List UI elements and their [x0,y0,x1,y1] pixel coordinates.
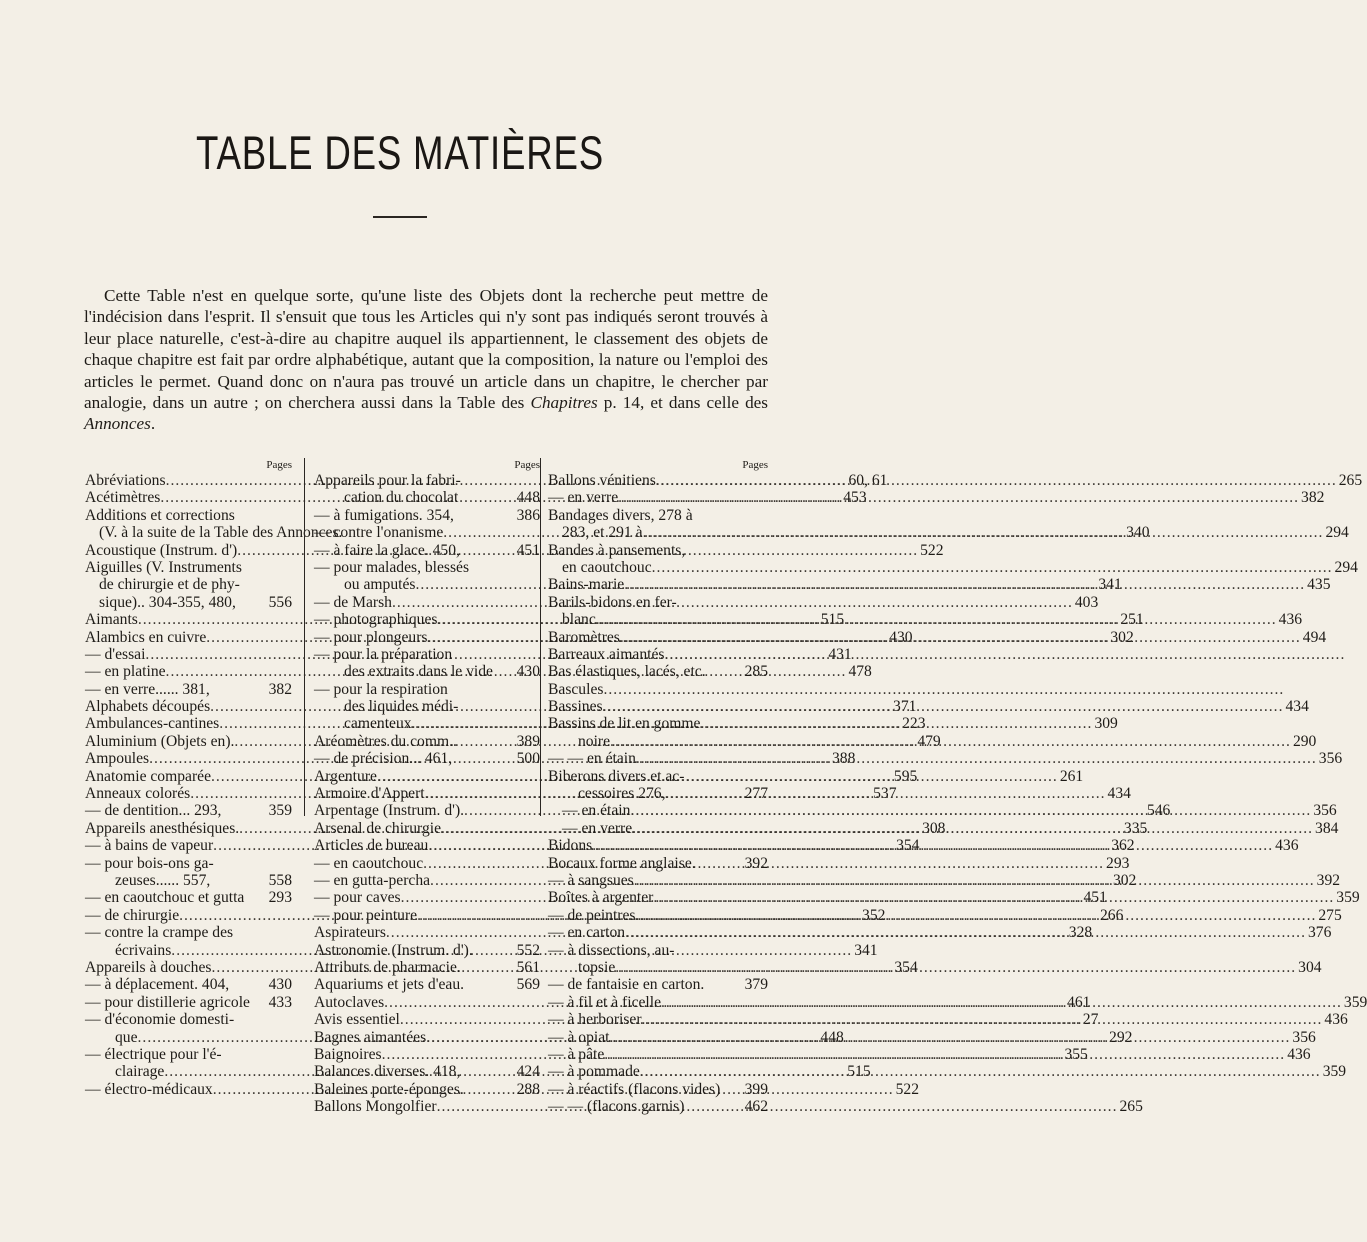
entry-page: 478 [848,663,872,681]
intro-text-2: p. 14, et dans celle des [597,393,768,413]
entry-label: Autoclaves [314,993,385,1011]
entry-page: 448 [820,1028,844,1046]
leader-dots [635,907,1316,924]
entry-page: 335 [1123,819,1148,837]
entry-label: topsie [578,958,616,976]
entry-page: 403 [1074,593,1099,611]
entry-page: 293 [268,889,292,907]
entry-page: 309 [1094,715,1118,733]
entry-label: Ampoules [85,750,150,768]
entry-label: — en verre [548,489,619,507]
entry-label: — en verre...... 381, [85,680,210,698]
entry-label: Barils-bidons en fer- [548,593,677,611]
entry-page: 515 [847,1063,871,1081]
index-entry [85,507,292,524]
entry-page: 430 [516,663,540,681]
entry-page: 451 [1083,889,1107,907]
entry-label: Bandages divers, 278 à [548,506,693,524]
entry-page: 354 [894,958,918,976]
entry-page: 60, 61 [848,472,888,489]
entry-label: camenteux [344,715,412,733]
entry-page: 382 [1301,489,1325,507]
entry-label: — de peintres [548,906,636,924]
index-entry [314,646,540,663]
entry-label: — de précision... 461, [314,750,453,768]
entry-page: 399 [744,1080,768,1098]
entry-page: 265 [1338,472,1363,489]
entry-label: Aimants [85,611,138,629]
leader-dots [652,559,1333,576]
entry-page: 359 [1322,1063,1347,1081]
leader-dots [603,698,1284,715]
entry-label: — d'essai [85,645,146,663]
index-entry [314,542,540,559]
entry-page: 461 [1067,993,1091,1011]
index-entry [548,646,768,663]
index-entry [548,594,768,611]
leader-dots [632,820,1313,837]
pages-header: Pages [514,459,540,471]
entry-page: 522 [920,541,944,559]
entry-label: sique).. 304-355, 480, [99,593,236,611]
entry-page: 392 [1316,871,1341,889]
entry-page: 328 [1068,924,1093,942]
entry-label: — à dissections, au- [548,941,675,959]
entry-label: — à bains de vapeur [85,837,214,855]
entry-page: 294 [1334,558,1358,576]
entry-page: 556 [268,593,292,611]
entry-page: 552 [516,941,540,959]
entry-label: — en verre [562,819,633,837]
intro-text-3: . [150,414,156,434]
entry-label: Baleines porte-éponges. [314,1080,464,1098]
entry-page: 356 [1292,1028,1316,1046]
entry-label: — — (flacons garnis) [548,1098,685,1116]
entry-label: — à faire la glace. 450, [314,541,460,559]
entry-label: — à fil et à ficelle [548,993,661,1011]
entry-page: 251 [1120,611,1144,629]
entry-page: 436 [1287,1045,1311,1063]
entry-label: — photographiques [314,611,438,629]
index-entry [314,733,540,750]
entry-label: Bains-marie [548,576,625,594]
entry-page: 355 [1064,1045,1088,1063]
index-entry [314,507,540,524]
index-entry [314,663,540,680]
entry-page: 384 [1315,819,1339,837]
entry-label: — de fantaisie en carton. [548,976,705,994]
entry-page: 436 [1275,837,1299,855]
entry-label: Attributs de pharmacie. [314,958,461,976]
entry-label: — à herboriser [548,1011,642,1029]
entry-page: 453 [843,489,867,507]
index-entry [548,768,768,785]
leader-dots [656,472,1337,489]
entry-label: Aiguilles (V. Instruments [85,558,242,576]
entry-page: 451 [516,541,540,559]
entry-page: 424 [516,1063,540,1081]
entry-page: 359 [268,802,292,820]
entry-label: — à réactifs (flacons vides) [548,1080,721,1098]
entry-page: 430 [889,628,913,646]
index-entry [314,750,540,767]
leader-dots [610,1029,1291,1046]
index-entry [314,681,540,698]
entry-page: 288 [516,1080,540,1098]
entry-label: (V. à la suite de la Table des Annonces. [99,524,343,542]
entry-page: 558 [268,871,292,889]
entry-label: zeuses...... 557, [115,871,211,889]
entry-page: 515 [820,611,845,629]
entry-page: 340 [1126,524,1150,542]
entry-page: 285 [744,663,768,681]
entry-page: 435 [1307,576,1331,594]
entry-label: — à fumigations. 354, [314,506,454,524]
entry-label: — électrique pour l'é- [85,1045,222,1063]
entry-page: 500 [516,750,540,768]
entry-label: cessoires 276, [578,785,666,803]
intro-annonces: Annonces [84,414,151,434]
index-entry [85,1011,292,1028]
entry-label: — de dentition... 293, [85,802,222,820]
entry-page: 494 [1302,628,1327,646]
index-entry [314,959,540,976]
intro-text-1: Cette Table n'est en quelque sorte, qu'une liste des Objets dont la recherche peut mettre de l'indécision dans l'esprit. Il s'ensuit que tous les Articles qui n'y sont pas indiqués seront trouvés à leur place naturelle, c'est-à-dire au chapitre auquel ils appartiennent, le classement des objets de chaque chapitre est fait par ordre alphabétique, autant que la composition, la nature ou l'emploi des articles le permet. Quand donc on n'aura pas trouvé un article dans un chapitre, le chercher par analogie, dans un autre ; on cherchera aussi dans la Table des [84,286,768,413]
index-entry [314,976,540,993]
entry-label: Anneaux colorés [85,785,191,803]
entry-label: Avis essentiel [314,1011,400,1029]
index-entry [85,889,292,906]
pages-header: Pages [742,459,768,471]
entry-page: 359 [1343,993,1367,1011]
index-entry [85,855,292,872]
entry-label: Abréviations [85,472,166,489]
entry-page: 266 [1099,906,1124,924]
index-entry [314,489,540,506]
entry-page: 294 [1325,524,1349,542]
entry-page: 359 [1336,889,1360,907]
index-entry [548,1098,768,1115]
entry-label: Bassins de lit en gomme [548,715,701,733]
entry-label: des liquides médi- [344,698,459,716]
entry-label: Appareils pour la fabri- [314,472,461,489]
entry-label: — contre la crampe des [85,924,234,942]
entry-page: 595 [893,767,918,785]
entry-label: des extraits dans le vide [344,663,493,681]
entry-label: — pour la respiration [314,680,448,698]
entry-page: 436 [1278,611,1303,629]
entry-label: — à opiat [548,1028,610,1046]
entry-label: — pour distillerie agricole [85,993,250,1011]
entry-label: blanc [562,611,596,629]
leader-dots [653,889,1334,906]
entry-label: — pour la préparation [314,645,453,663]
entry-page: 352 [862,906,886,924]
entry-page: 293 [1106,854,1130,872]
entry-page: 382 [268,680,292,698]
entry-label: noire [578,732,611,750]
entry-label: que [115,1028,138,1046]
entry-label: Bidons [548,837,593,855]
index-entry [548,942,768,959]
entry-page: 436 [1324,1011,1348,1029]
index-entry [314,942,540,959]
leader-dots [664,646,1345,663]
entry-page: 431 [828,645,852,663]
entry-label: — en caoutchouc et gutta [85,889,245,907]
entry-label: ou amputés [344,576,416,594]
column-divider [540,458,541,816]
entry-page: 479 [917,732,941,750]
index-entry [85,681,292,698]
entry-label: Baignoires [314,1045,382,1063]
index-entry [85,994,292,1011]
entry-label: Baromètres [548,628,620,646]
index-entry [314,559,540,576]
entry-label: Astronomie (Instrum. d'). [314,941,473,959]
leader-dots [592,837,1273,854]
entry-label: Appareils anesthésiques. [85,819,240,837]
index-entry [85,976,292,993]
entry-label: — à pommade [548,1063,640,1081]
entry-page: 277 [744,785,768,803]
entry-page: 308 [922,819,946,837]
entry-label: clairage [115,1063,165,1081]
pages-header: Pages [266,459,292,471]
index-entry [85,594,292,611]
entry-label: — en carton [548,924,626,942]
entry-page: 430 [268,976,292,994]
entry-label: Barreaux aimantés [548,645,665,663]
index-entry [85,576,292,593]
entry-page: 433 [268,993,292,1011]
index-entry [548,855,768,872]
index-entry [548,681,768,698]
entry-label: Acoustique (Instrum. d') [85,541,238,559]
entry-label: Alambics en cuivre [85,628,207,646]
leader-dots [596,611,1277,628]
index-entry [314,1081,540,1098]
entry-page: 448 [516,489,540,507]
entry-page: 341 [1098,576,1122,594]
entry-label: Additions et corrections [85,506,235,524]
entry-label: Bassines [548,698,603,716]
entry-label: Bascules [548,680,604,698]
entry-page: 434 [1285,698,1309,716]
leader-dots [603,681,1284,698]
entry-label: cation du chocolat [344,489,459,507]
leader-dots [642,1011,1323,1028]
leader-dots [661,994,1342,1011]
entry-label: Ballons Mongolfier [314,1098,437,1116]
entry-label: 283, et 291 à [562,524,643,542]
entry-page: 356 [1318,750,1343,768]
entry-label: Bocaux forme anglaise. [548,854,696,872]
leader-dots [625,924,1306,941]
page-title: TABLE DES MATIÈRES [196,126,604,179]
entry-label: Biberons divers et ac- [548,767,685,785]
entry-page: 389 [516,732,540,750]
entry-label: Balances diverses. 418, [314,1063,461,1081]
entry-label: — pour plongeurs [314,628,428,646]
title-rule [373,216,427,218]
entry-label: — pour peinture [314,906,418,924]
entry-label: — de Marsh [314,593,392,611]
entry-page: 569 [516,976,540,994]
index-entry [85,872,292,889]
entry-page: 223 [902,715,926,733]
entry-page: 275 [1318,906,1342,924]
index-entry [548,558,1358,576]
leader-dots [618,489,1299,506]
entry-page: 265 [1119,1098,1143,1116]
leader-dots [640,1063,1321,1080]
index-entry [548,542,768,559]
entry-label: Appareils à douches [85,958,212,976]
entry-label: — électro-médicaux [85,1080,213,1098]
entry-label: — de chirurgie [85,906,180,924]
entry-label: Armoire d'Appert [314,785,425,803]
entry-label: écrivains [115,941,172,959]
index-entry [85,802,292,819]
entry-label: — en platine [85,663,166,681]
column-divider [304,458,305,816]
leader-dots [610,733,1291,750]
entry-label: — à pâte [548,1045,605,1063]
entry-label: Arpentage (Instrum. d'). [314,802,465,820]
entry-page: 356 [1313,802,1337,820]
index-entry [85,524,343,542]
entry-label: de chirurgie et de phy- [99,576,240,594]
entry-label: — d'économie domesti- [85,1011,235,1029]
intro-paragraph [84,285,768,435]
entry-page: 379 [744,976,768,994]
entry-label: — en caoutchouc [314,854,424,872]
entry-label: Ambulances-cantines [85,715,220,733]
index-entry [548,976,768,993]
entry-page: 561 [516,958,540,976]
entry-label: Aspirateurs [314,924,386,942]
entry-page: 522 [895,1080,920,1098]
index-entry [548,507,768,524]
entry-label: Bas élastiques, lacés, etc. [548,663,706,681]
entry-label: Aréomètres du comm.. [314,732,457,750]
index-entry [314,472,540,489]
entry-page: 371 [893,698,917,716]
entry-page: 302 [1112,871,1137,889]
entry-label: Aluminium (Objets en). [85,732,235,750]
entry-label: Arsenal de chirurgie [314,819,442,837]
entry-label: — pour bois-ons ga- [85,854,214,872]
entry-page: 27 [1082,1011,1099,1029]
entry-label: Articles de bureau [314,837,429,855]
leader-dots [604,1046,1285,1063]
index-entry [548,715,768,732]
entry-label: — contre l'onanisme [314,524,444,542]
entry-label: Alphabets découpés [85,698,211,716]
entry-page: 290 [1292,732,1317,750]
entry-label: Boîtes à argenter [548,889,654,907]
index-entry [85,924,292,941]
entry-label: — pour malades, blessés [314,558,470,576]
leader-dots [634,872,1315,889]
entry-page: 362 [1111,837,1135,855]
entry-label: — — en étain [548,750,636,768]
entry-label: — à sangsues [548,871,634,889]
entry-label: Bandes à pansements, [548,541,686,559]
entry-page: 434 [1107,785,1131,803]
leader-dots [615,959,1296,976]
entry-page: 292 [1109,1028,1133,1046]
entry-page: 462 [744,1098,768,1116]
leader-dots [624,576,1305,593]
entry-label: Aquariums et jets d'eau. [314,976,465,994]
entry-page: 354 [896,837,920,855]
entry-page: 392 [744,854,768,872]
entry-page: 341 [854,941,878,959]
entry-label: — en étain [562,802,631,820]
index-entry [85,559,292,576]
entry-page: 261 [1059,767,1084,785]
entry-label: — en gutta-percha [314,871,431,889]
entry-page: 304 [1298,958,1322,976]
index-entry [314,1063,540,1080]
entry-label: — pour caves [314,889,401,907]
entry-page: 386 [516,506,540,524]
entry-page: 537 [873,785,897,803]
index-entry [85,1046,292,1063]
entry-label: Argenture [314,767,377,785]
entry-label: Bagnes aimantées [314,1028,427,1046]
entry-label: en caoutchouc [562,558,652,576]
entry-label: Anatomie comparée [85,767,211,785]
leader-dots [643,524,1324,541]
index-entry [548,663,768,680]
entry-label: Acétimètres [85,489,161,507]
entry-page: 302 [1110,628,1134,646]
index-entry [548,1081,768,1098]
leader-dots [620,629,1301,646]
entry-label: Ballons vénitiens [548,472,656,489]
index-entry [314,698,540,715]
leader-dots [437,1098,1118,1115]
intro-chapitres: Chapitres [530,393,598,413]
entry-label: — à déplacement. 404, [85,976,230,994]
entry-page: 376 [1307,924,1332,942]
entry-page: 546 [1146,802,1171,820]
leader-dots [636,750,1317,767]
index-entry [548,785,768,802]
entry-page: 388 [832,750,856,768]
leader-dots [630,802,1311,819]
